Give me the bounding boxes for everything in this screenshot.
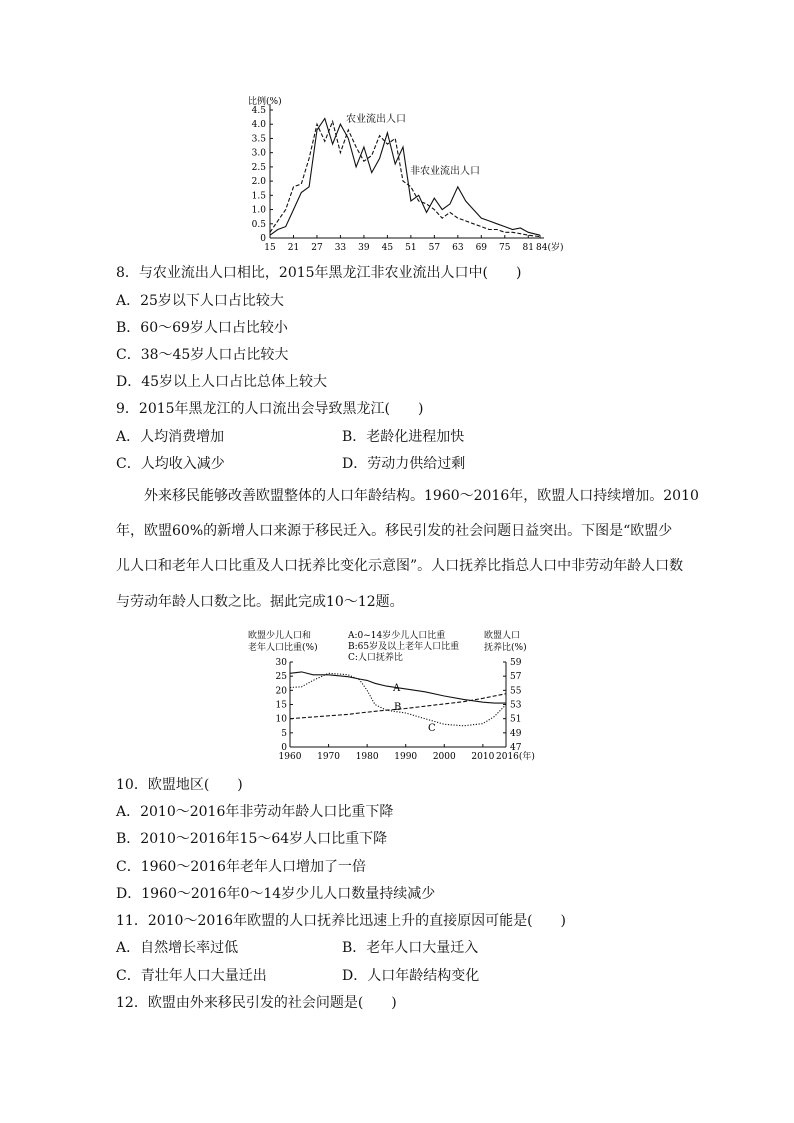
option-8c[interactable]: C．38～45岁人口占比较大 (116, 347, 289, 363)
y-tick-label: 0.5 (251, 219, 266, 230)
legend-entry: B:65岁及以上老年人口比重 (348, 642, 460, 652)
option-10a[interactable]: A．2010～2016年非劳动年龄人口比重下降 (116, 804, 394, 820)
left-axis-label-1: 欧盟少儿人口和 (248, 631, 312, 641)
x-tick-label: 33 (334, 243, 347, 253)
x-tick-label: 1960 (278, 752, 302, 762)
right-y-tick-label: 47 (510, 743, 522, 753)
series-label-non-agricultural: 非农业流出人口 (410, 166, 480, 177)
right-axis-label-2: 抚养比(%) (484, 643, 527, 653)
legend-entry: A:0~14岁少儿人口比重 (348, 631, 446, 641)
option-11b[interactable]: B．老年人口大量迁入 (342, 940, 479, 956)
x-tick-label: 75 (499, 243, 511, 253)
x-tick-label: 45 (381, 243, 394, 253)
y-tick-label: 2.0 (251, 177, 266, 188)
x-tick-label: 57 (428, 243, 441, 253)
passage-line-3: 儿人口和老年人口比重及人口抚养比变化示意图”。人口抚养比指总人口中非劳动年龄人口数 (116, 558, 684, 574)
option-11a[interactable]: A．自然增长率过低 (116, 940, 239, 956)
x-tick-label: 2010 (471, 752, 495, 762)
option-10b[interactable]: B．2010～2016年15～64岁人口比重下降 (116, 831, 388, 847)
x-tick-label: 27 (311, 243, 323, 253)
option-9c[interactable]: C．人均收入减少 (116, 456, 225, 472)
option-9a[interactable]: A．人均消费增加 (116, 429, 225, 445)
series-label-C: C (428, 723, 436, 734)
x-tick-label: 1970 (317, 752, 341, 762)
legend-entry: C:人口抚养比 (348, 653, 403, 663)
option-10d[interactable]: D．1960～2016年0～14岁少儿人口数量持续减少 (116, 886, 436, 902)
question-8: 8．与农业流出人口相比，2015年黑龙江非农业流出人口中( ) (116, 265, 522, 281)
question-11: 11．2010～2016年欧盟的人口抚养比迅速上升的直接原因可能是( ) (116, 913, 566, 929)
series-line-2 (270, 119, 540, 236)
x-tick-label: 15 (264, 243, 276, 253)
passage-line-1: 外来移民能够改善欧盟整体的人口年龄结构。1960～2016年，欧盟人口持续增加。2010 (144, 488, 699, 504)
y-tick-label: 0 (260, 234, 266, 244)
y-tick-label: 4.0 (251, 120, 266, 131)
y-axis-label: 比例(%) (248, 97, 282, 107)
y-tick-label: 3.0 (251, 148, 266, 159)
left-y-tick-label: 5 (281, 728, 287, 739)
right-y-tick-label: 49 (510, 728, 522, 739)
right-axis-label-1: 欧盟人口 (484, 631, 521, 641)
y-tick-label: 2.5 (251, 162, 266, 173)
right-y-tick-label: 59 (510, 658, 522, 668)
option-8a[interactable]: A．25岁以下人口占比较大 (116, 293, 284, 309)
series-label-agricultural: 农业流出人口 (346, 114, 406, 125)
y-tick-label: 1.0 (251, 205, 266, 216)
option-11c[interactable]: C．青壮年人口大量迁出 (116, 968, 267, 984)
x-tick-label: 1980 (355, 752, 379, 762)
question-9: 9．2015年黑龙江的人口流出会导致黑龙江( ) (116, 401, 424, 417)
x-tick-label: 63 (452, 243, 464, 253)
option-9b[interactable]: B．老龄化进程加快 (342, 429, 465, 445)
right-y-tick-label: 53 (510, 700, 522, 711)
right-y-tick-label: 51 (510, 714, 522, 725)
question-10: 10．欧盟地区( ) (116, 777, 243, 793)
y-tick-label: 4.5 (251, 106, 266, 116)
left-y-tick-label: 25 (275, 672, 287, 683)
passage-line-2: 年，欧盟60%的新增人口来源于移民迁入。移民引发的社会问题日益突出。下图是“欧盟少 (116, 523, 673, 539)
left-y-tick-label: 20 (275, 686, 287, 697)
left-y-tick-label: 10 (275, 714, 287, 725)
series-label-A: A (393, 683, 401, 694)
right-y-tick-label: 55 (510, 686, 522, 697)
option-8d[interactable]: D．45岁以上人口占比总体上较大 (116, 374, 328, 390)
option-11d[interactable]: D．人口年龄结构变化 (342, 968, 480, 984)
option-8b[interactable]: B．60～69岁人口占比较小 (116, 320, 288, 336)
x-tick-label: 2016(年) (496, 752, 535, 762)
left-y-tick-label: 0 (281, 743, 287, 753)
x-tick-label: 2000 (432, 752, 456, 762)
x-tick-label: 84(岁) (536, 243, 564, 253)
x-tick-label: 51 (405, 243, 417, 253)
question-12: 12．欧盟由外来移民引发的社会问题是( ) (116, 995, 397, 1011)
option-9d[interactable]: D．劳动力供给过剩 (342, 456, 466, 472)
right-y-tick-label: 57 (510, 672, 522, 683)
left-y-tick-label: 15 (275, 700, 287, 711)
left-axis-label-2: 老年人口比重(%) (248, 643, 318, 653)
x-tick-label: 81 (522, 243, 534, 253)
age-outflow-line-chart (240, 92, 564, 258)
eu-population-structure-chart (244, 626, 548, 768)
series-label-B: B (394, 702, 402, 713)
x-tick-label: 69 (475, 243, 488, 253)
x-tick-label: 21 (287, 243, 300, 253)
y-tick-label: 3.5 (251, 134, 266, 145)
y-tick-label: 1.5 (251, 191, 266, 202)
option-10c[interactable]: C．1960～2016年老年人口增加了一倍 (116, 859, 366, 875)
left-y-tick-label: 30 (275, 658, 287, 668)
x-tick-label: 1990 (394, 752, 418, 762)
x-tick-label: 39 (358, 243, 370, 253)
passage-line-4: 与劳动年龄人口数之比。据此完成10～12题。 (116, 594, 404, 610)
series-line-C (290, 673, 506, 726)
